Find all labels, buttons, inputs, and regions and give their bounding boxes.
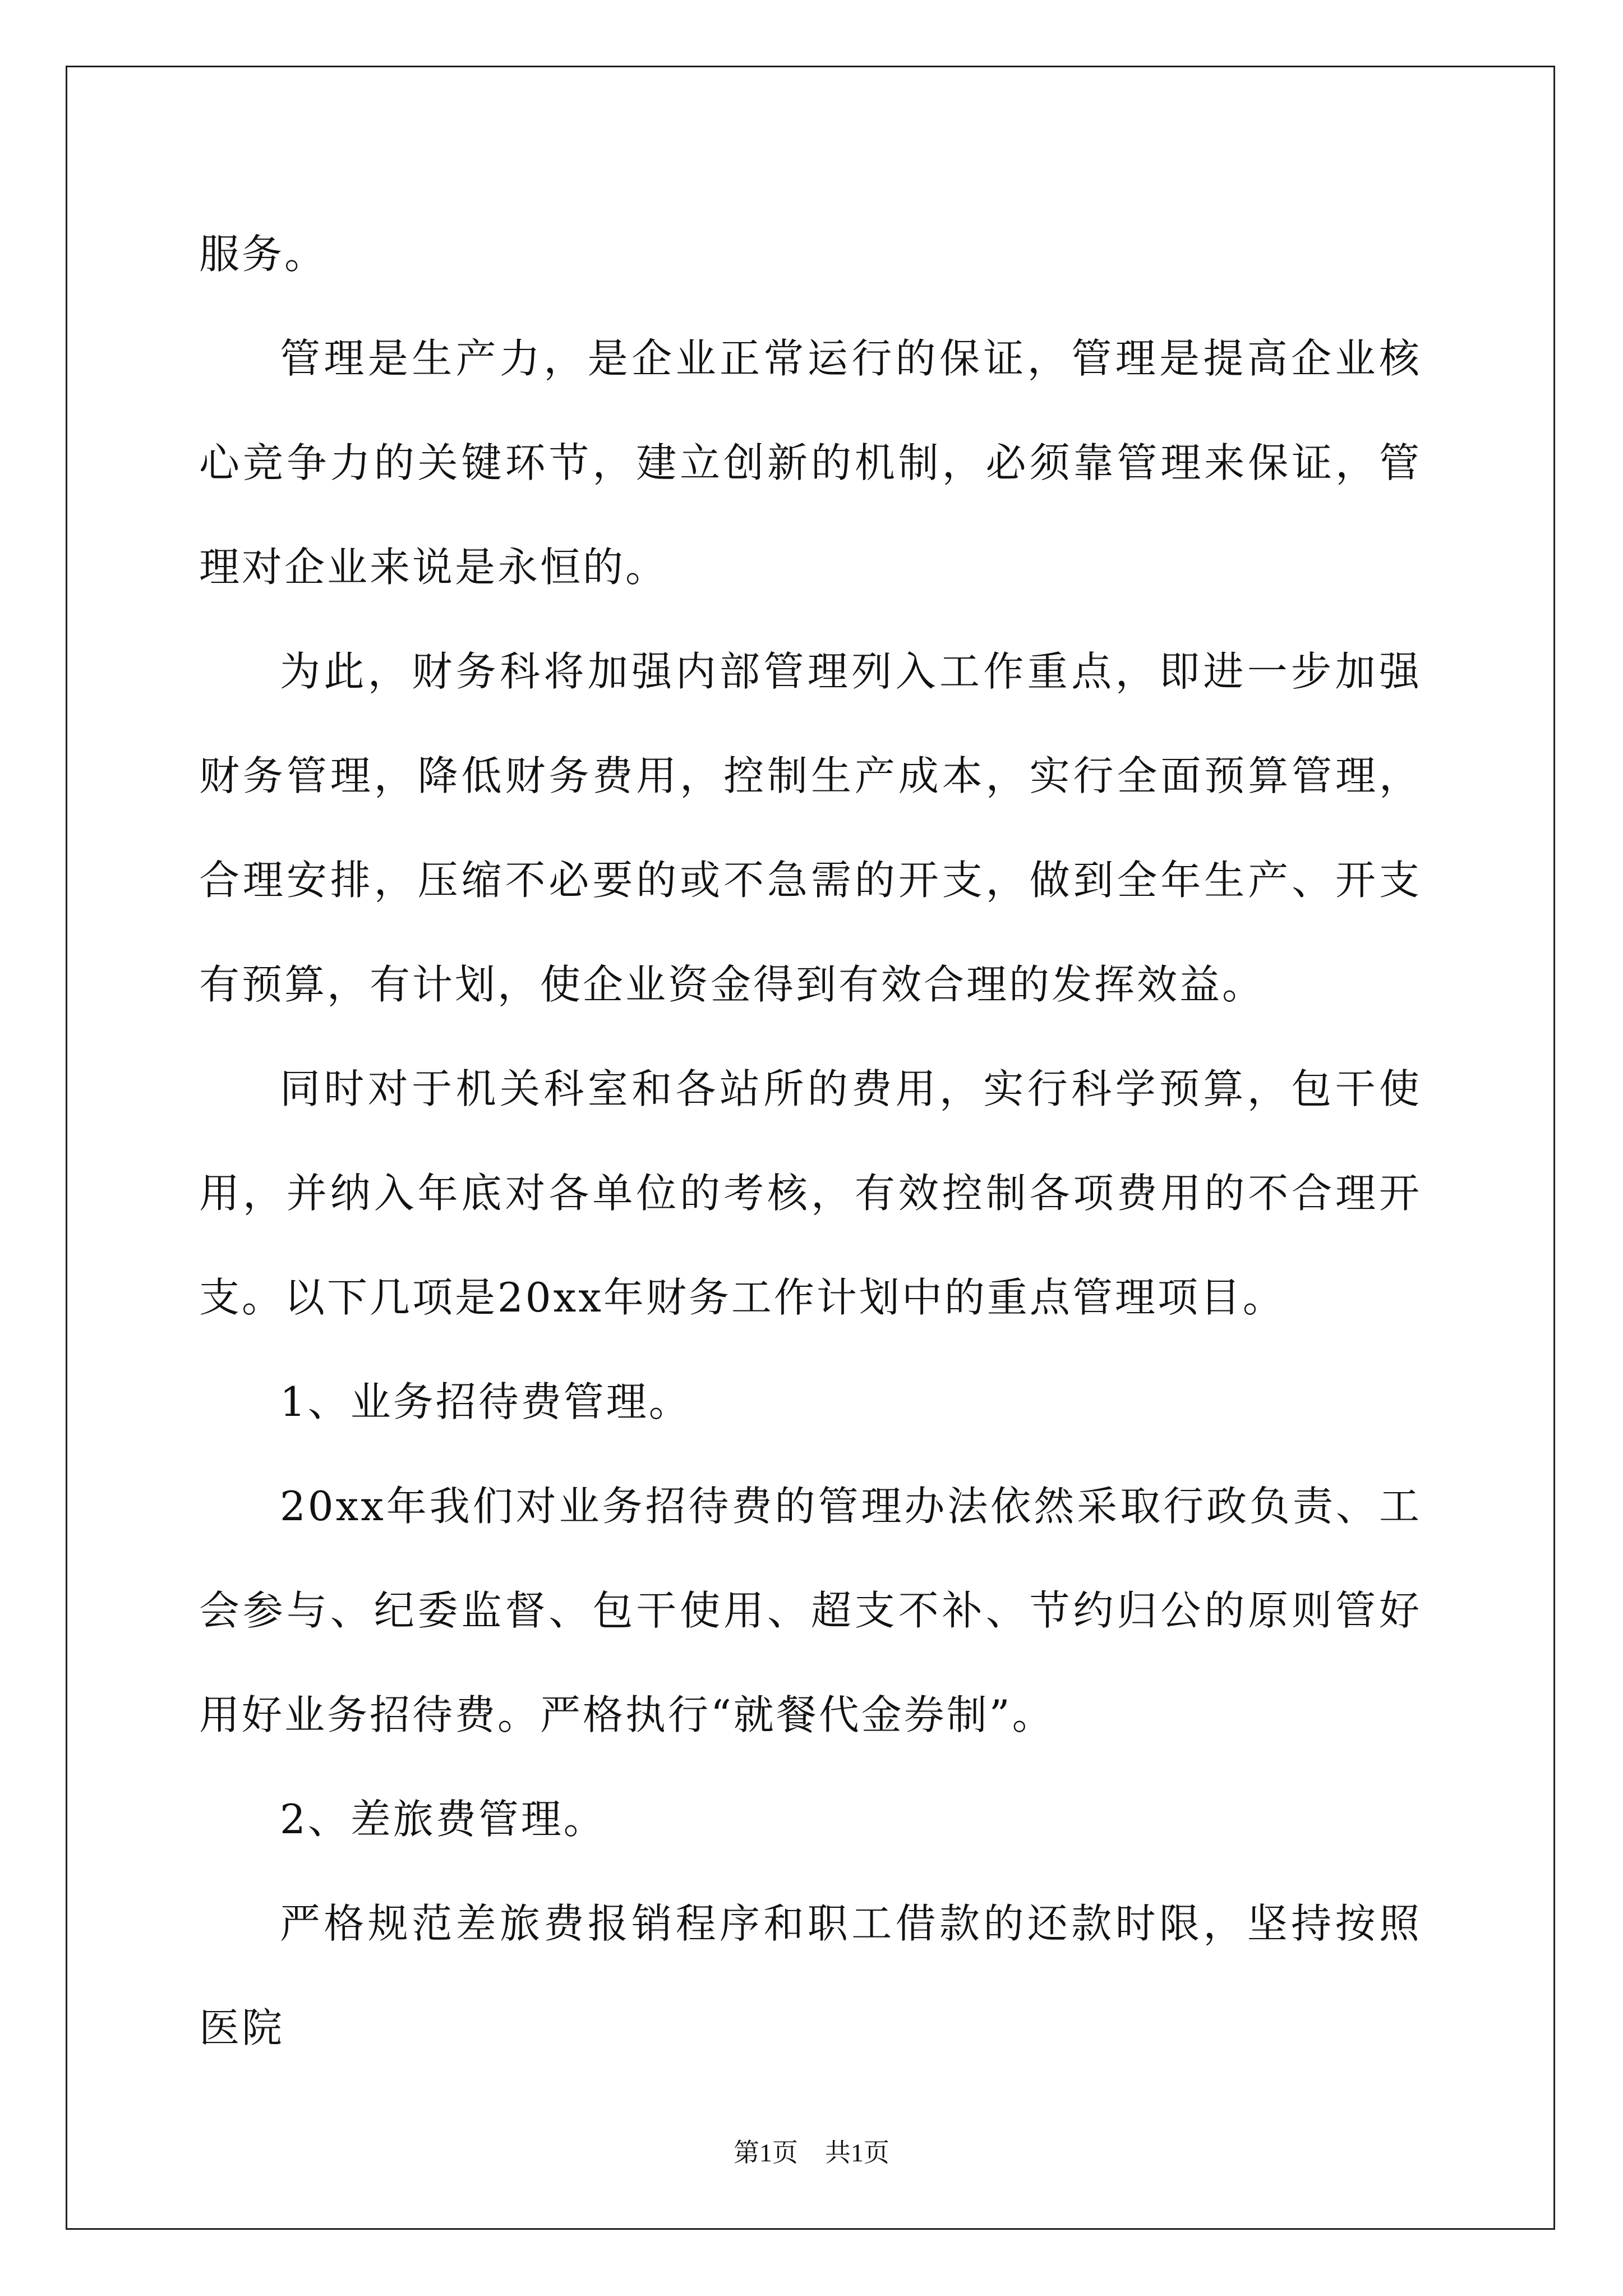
section-heading: 2、差旅费管理。: [280, 1796, 606, 1843]
paragraph: 管理是生产力，是企业正常运行的保证，管理是提高企业核心竞争力的关键环节，建立创新的机制，必须靠管理来保证，管理对企业来说是永恒的。: [199, 335, 1422, 591]
paragraph: 严格规范差旅费报销程序和职工借款的还款时限，坚持按照医院: [199, 1900, 1422, 2051]
section-heading: 1、业务招待费管理。: [280, 1378, 691, 1425]
paragraph: 服务。: [199, 231, 328, 278]
paragraph: 为此，财务科将加强内部管理列入工作重点，即进一步加强财务管理，降低财务费用，控制生产成本，实行全面预算管理，合理安排，压缩不必要的或不急需的开支，做到全年生产、开支有预算，有计划，使企业资金得到有效合理的发挥效益。: [199, 648, 1422, 1008]
page-number: 第1页: [734, 2138, 798, 2167]
page-footer: [0, 2136, 1623, 2170]
document-body: [199, 202, 1422, 2080]
page-total: 共1页: [825, 2138, 889, 2167]
paragraph: 同时对于机关科室和各站所的费用，实行科学预算，包干使用，并纳入年底对各单位的考核，有效控制各项费用的不合理开支。以下几项是20xx年财务工作计划中的重点管理项目。: [199, 1065, 1422, 1321]
paragraph: 20xx年我们对业务招待费的管理办法依然采取行政负责、工会参与、纪委监督、包干使用、超支不补、节约归公的原则管好用好业务招待费。严格执行“就餐代金券制”。: [199, 1483, 1422, 1738]
